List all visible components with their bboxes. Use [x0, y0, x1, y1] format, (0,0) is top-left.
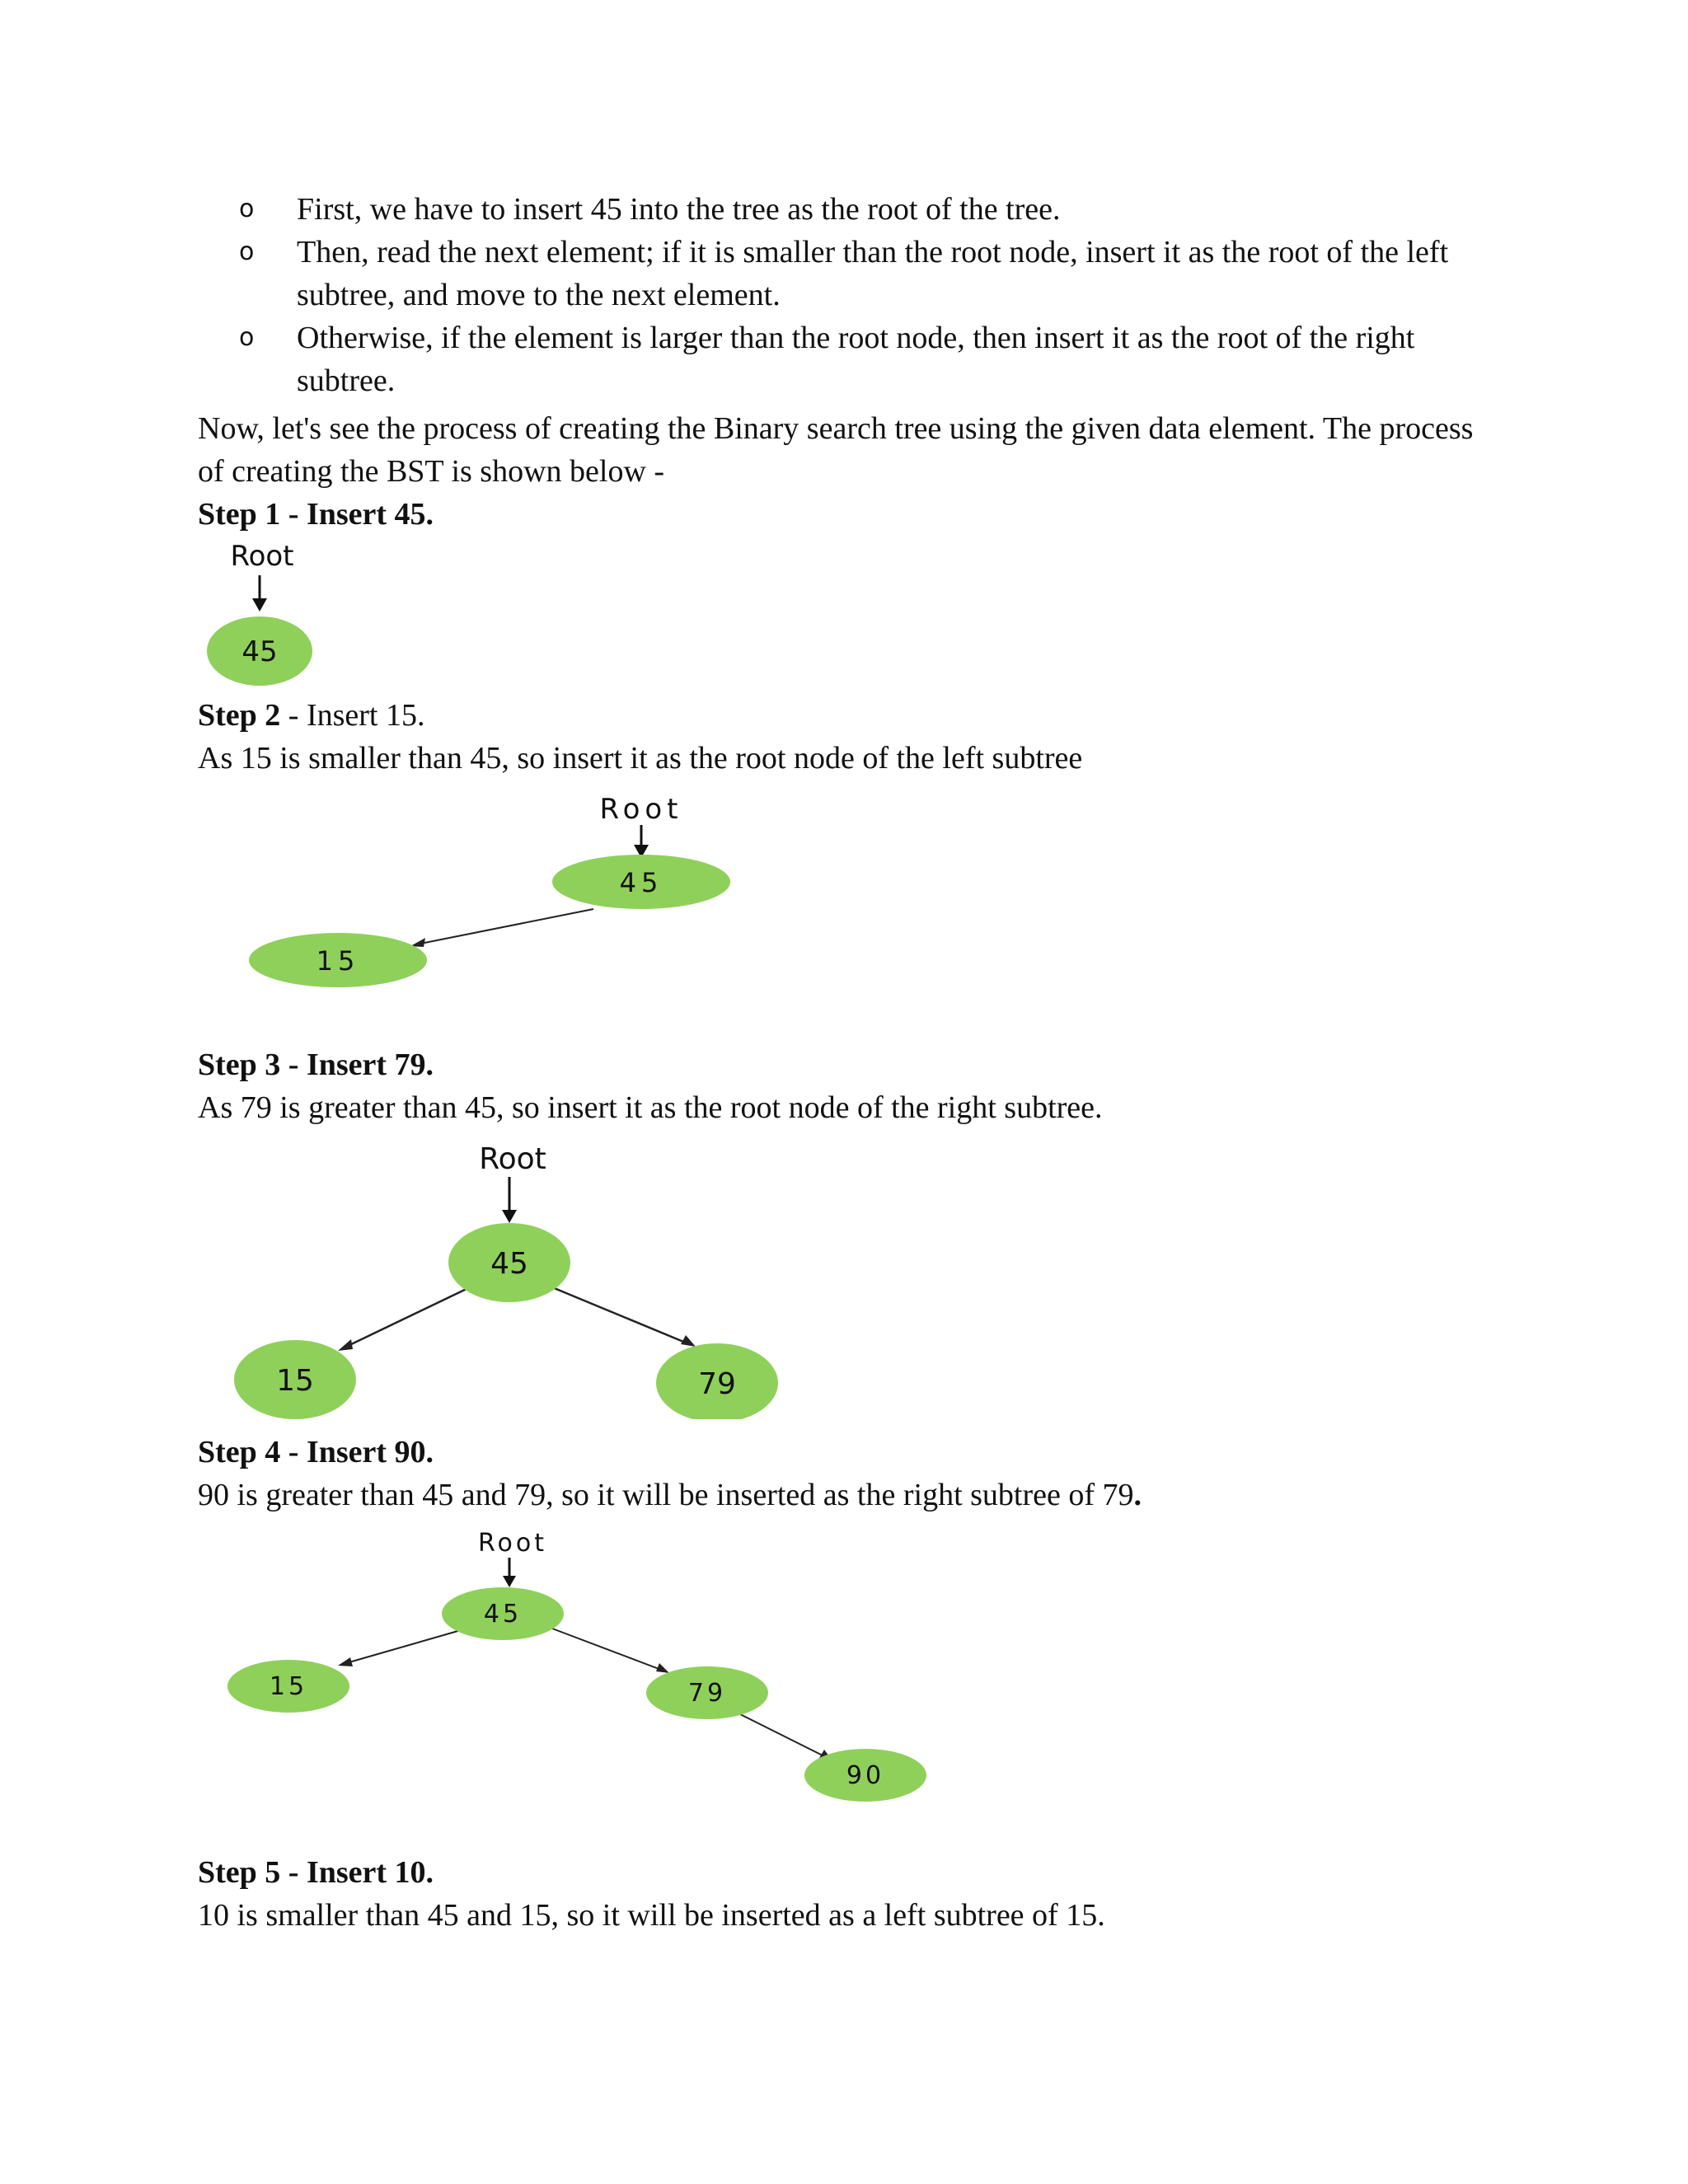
step-3-description: As 79 is greater than 45, so insert it as the root node of the right subtree. — [198, 1090, 1103, 1125]
svg-text:45: 45 — [490, 1247, 528, 1281]
intro-paragraph: Now, let's see the process of creating the Binary search tree using the given data element. The process of creating the BST is shown below - — [198, 411, 1474, 489]
step-2-description: As 15 is smaller than 45, so insert it as the root node of the left subtree — [198, 741, 1083, 776]
bullet-marker: o — [239, 237, 255, 266]
step-4-heading: Step 4 - Insert 90. — [198, 1435, 434, 1469]
list-item: o Otherwise, if the element is larger than the root node, then insert it as the root of the right subtree. — [239, 316, 1459, 402]
svg-text:15: 15 — [276, 1364, 314, 1398]
step-1-diagram — [198, 536, 379, 692]
root-label: Root — [478, 1529, 547, 1558]
root-label: Root — [599, 793, 683, 826]
list-item: o Then, read the next element; if it is smaller than the root node, insert it as the root of the left subtree, and move to the next element. — [239, 231, 1459, 316]
svg-text:45: 45 — [619, 867, 663, 898]
svg-text:79: 79 — [687, 1679, 727, 1708]
list-item: o First, we have to insert 45 into the tree as the root of the tree. — [239, 188, 1459, 231]
step-2-diagram — [239, 787, 767, 1001]
step-3-heading: Step 3 - Insert 79. — [198, 1047, 434, 1082]
svg-text:79: 79 — [698, 1367, 736, 1401]
svg-text:90: 90 — [846, 1761, 885, 1790]
svg-text:15: 15 — [316, 945, 360, 977]
step-5-description: 10 is smaller than 45 and 15, so it will be inserted as a left subtree of 15. — [198, 1898, 1105, 1933]
bullet-marker: o — [239, 194, 255, 223]
bullet-marker: o — [239, 323, 255, 352]
root-label: Root — [230, 540, 294, 573]
root-label: Root — [479, 1142, 546, 1176]
step-1-heading: Step 1 - Insert 45. — [198, 497, 434, 532]
step-3-diagram — [223, 1139, 783, 1419]
bullet-list — [239, 188, 1459, 402]
step-2-heading: Step 2 - Insert 15. — [198, 698, 425, 733]
step-5-heading: Step 5 - Insert 10. — [198, 1855, 434, 1890]
svg-text:45: 45 — [241, 635, 278, 668]
step-4-description: 90 is greater than 45 and 79, so it will be inserted as the right subtree of 79. — [198, 1478, 1142, 1512]
step-4-diagram — [223, 1523, 940, 1811]
svg-text:15: 15 — [269, 1672, 308, 1701]
svg-text:45: 45 — [483, 1600, 523, 1629]
